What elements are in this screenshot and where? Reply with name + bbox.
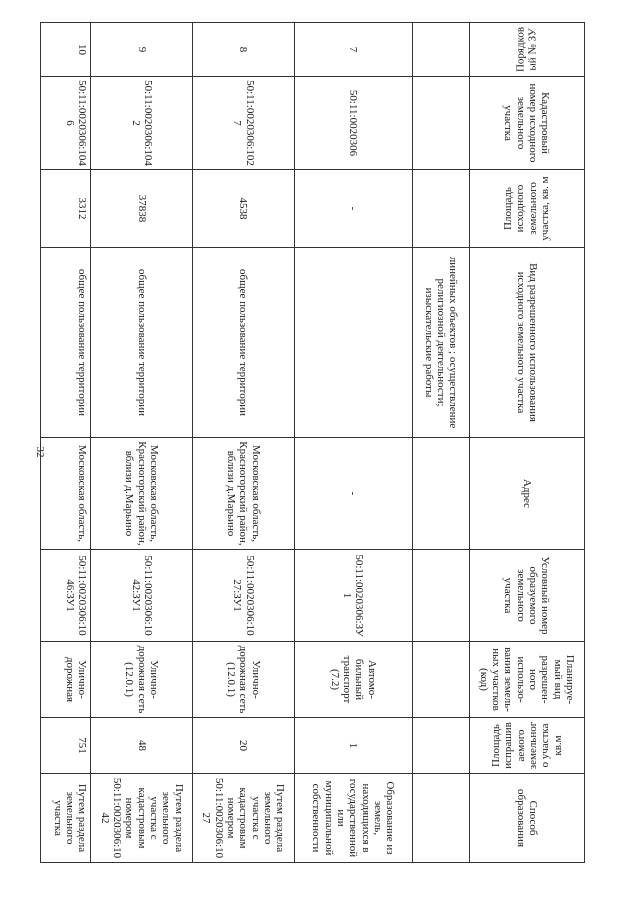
cell-area-req: 20 bbox=[192, 718, 294, 774]
table-row bbox=[91, 23, 193, 863]
header-planned-use: Планируе-мый вид разрешен-ного использо-вания земель-ных участков (код) bbox=[469, 642, 584, 718]
cell-address: - bbox=[294, 438, 412, 550]
cell-method: Путем раздела земельного участка с кадастровым номером 50:11:0020306:1042 bbox=[91, 774, 193, 863]
cell-use-src: общее пользование территории bbox=[91, 248, 193, 438]
continuation-use-src: линейных объектов ; осуществление религиозной деятельности; изыскательские работы bbox=[412, 248, 469, 438]
cell-area-req: 751 bbox=[41, 718, 91, 774]
cell-cond-num: 50:11:0020306:ЗУ1 bbox=[294, 550, 412, 642]
cell-planned-use: Улично-дорожная сеть (12.0.1) bbox=[192, 642, 294, 718]
cell-use-src: общее пользование территории bbox=[192, 248, 294, 438]
header-use-src: Вид разрешенного использования исходного земельного участка bbox=[469, 248, 584, 438]
cell-cad: 50:11:0020306:1027 bbox=[192, 77, 294, 170]
table-row bbox=[294, 23, 412, 863]
cell-cond-num: 50:11:0020306:1046:ЗУ1 bbox=[41, 550, 91, 642]
header-cond-num: Условный номер образуемого земельного участка bbox=[469, 550, 584, 642]
cell-use-src bbox=[294, 248, 412, 438]
cell-num: 7 bbox=[294, 23, 412, 77]
rotated-page bbox=[40, 22, 585, 862]
cell-area-src: 3312 bbox=[41, 170, 91, 248]
cell-method: Образование из земель, находящихся в государственной или муниципальной собственности bbox=[294, 774, 412, 863]
cell-cad: 50:11:0020306:1046 bbox=[41, 77, 91, 170]
header-method: Способ образования bbox=[469, 774, 584, 863]
header-address: Адрес bbox=[469, 438, 584, 550]
cell-num: 8 bbox=[192, 23, 294, 77]
land-plots-table bbox=[40, 22, 585, 863]
header-area-req: Площадь испрашиваемого земельного участка кв.м bbox=[469, 718, 584, 774]
cell-area-req: 1 bbox=[294, 718, 412, 774]
cell-area-src: 4538 bbox=[192, 170, 294, 248]
cell-planned-use: Улично-дорожная bbox=[41, 642, 91, 718]
cell-cond-num: 50:11:0020306:1042:ЗУ1 bbox=[91, 550, 193, 642]
cell-planned-use: Автомо-бильный транспорт (7.2) bbox=[294, 642, 412, 718]
header-num: Порядковый № ЗУ bbox=[469, 23, 584, 77]
cell-use-src: общее пользование территории bbox=[41, 248, 91, 438]
cell-planned-use: Улично-дорожная сеть (12.0.1) bbox=[91, 642, 193, 718]
cell-cad: 50:11:0020306 bbox=[294, 77, 412, 170]
cell-area-req: 48 bbox=[91, 718, 193, 774]
header-area-src: Площадь исходного земельного участка, кв. м bbox=[469, 170, 584, 248]
continuation-row bbox=[412, 23, 469, 863]
cell-area-src: - bbox=[294, 170, 412, 248]
cell-method: Путем раздела земельного участка с кадастровым номером 50:11:0020306:1027 bbox=[192, 774, 294, 863]
cell-num: 10 bbox=[41, 23, 91, 77]
header-cad: Кадастровый номер исходного земельного участка bbox=[469, 77, 584, 170]
table-row bbox=[41, 23, 91, 863]
cell-address: Московская область, Красногорский район, вблизи д.Марьино bbox=[91, 438, 193, 550]
cell-cond-num: 50:11:0020306:1027:ЗУ1 bbox=[192, 550, 294, 642]
page-number: 32 bbox=[34, 446, 46, 458]
cell-num: 9 bbox=[91, 23, 193, 77]
table-row bbox=[192, 23, 294, 863]
cell-address: Московская область, bbox=[41, 438, 91, 550]
table-header-row bbox=[469, 23, 584, 863]
cell-method: Путем раздела земельного участка bbox=[41, 774, 91, 863]
cell-area-src: 37838 bbox=[91, 170, 193, 248]
cell-address: Московская область, Красногорский район, вблизи д.Марьино bbox=[192, 438, 294, 550]
cell-cad: 50:11:0020306:1042 bbox=[91, 77, 193, 170]
